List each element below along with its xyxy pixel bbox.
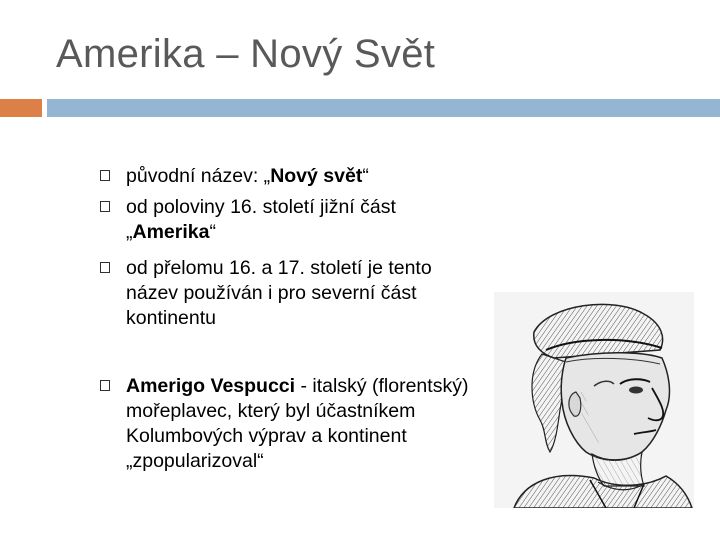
bullet-text: - italský (florentský) <box>295 375 469 397</box>
bullet-bold-text: Nový svět <box>270 165 363 187</box>
accent-bar-blue <box>47 99 720 117</box>
bullet-text: „ <box>126 221 133 243</box>
slide-title: Amerika – Nový Svět <box>56 32 436 76</box>
vespucci-portrait <box>494 292 694 508</box>
bullet-bold-text: Amerika <box>132 221 210 243</box>
accent-bar-orange <box>0 99 42 117</box>
bullet-text: “ <box>362 165 369 187</box>
bullet-text: od poloviny 16. století jižní část <box>126 196 396 218</box>
square-bullet-icon <box>100 170 110 181</box>
bullet-bold-text: Amerigo Vespucci <box>126 375 296 397</box>
bullet-text: „zpopularizoval“ <box>126 450 264 472</box>
bullet-text: kontinentu <box>126 307 216 329</box>
square-bullet-icon <box>100 201 110 212</box>
bullet-text: původní název: „ <box>126 165 271 187</box>
bullet-text: od přelomu 16. a 17. století je tento <box>126 257 432 279</box>
bullet-text: “ <box>209 221 216 243</box>
bullet-text: název používán i pro severní část <box>126 282 417 304</box>
bullet-text: mořeplavec, který byl účastníkem <box>126 400 416 422</box>
square-bullet-icon <box>100 262 110 273</box>
square-bullet-icon <box>100 380 110 391</box>
bullet-text: Kolumbových výprav a kontinent <box>126 425 407 447</box>
portrait-engraving-icon <box>494 292 694 508</box>
